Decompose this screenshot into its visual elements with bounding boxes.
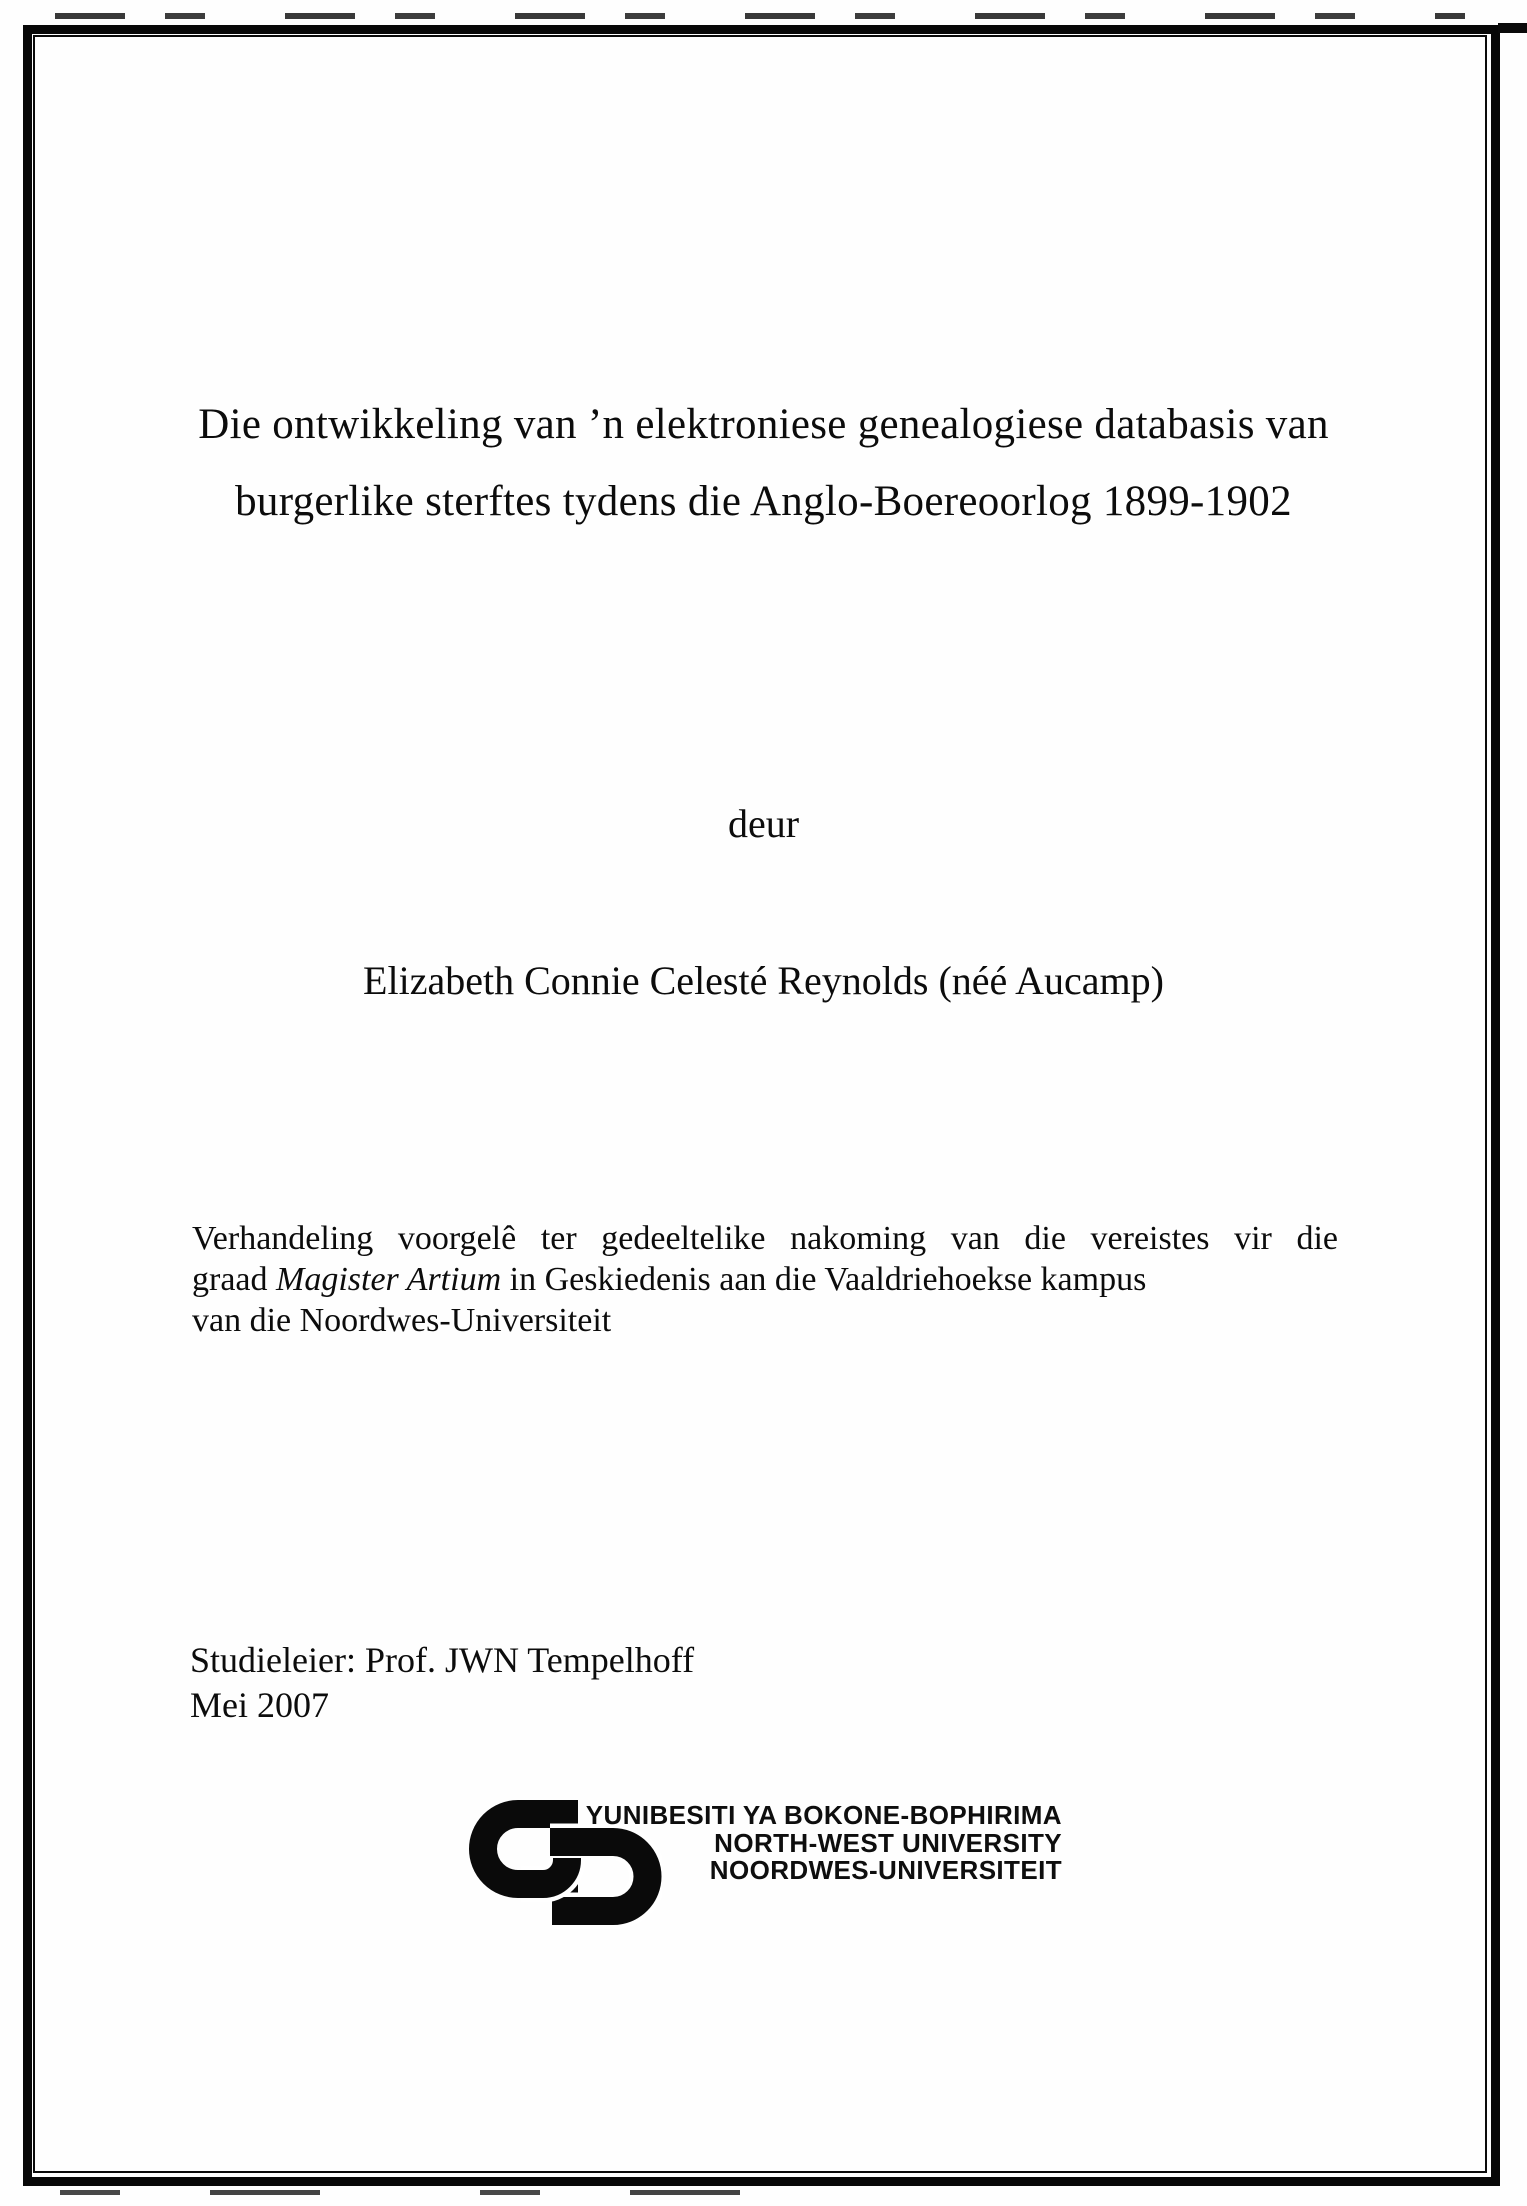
supervisor-line: Studieleier: Prof. JWN Tempelhoff (190, 1640, 695, 1680)
university-logo-text (586, 1802, 1062, 1885)
degree-name-italic: Magister Artium (276, 1261, 502, 1298)
logo-text-setswana: YUNIBESITI YA BOKONE-BOPHIRIMA (585, 1800, 1062, 1830)
degree-statement-line-2-suffix: in Geskiedenis aan die Vaaldriehoekse kampus (501, 1261, 1147, 1298)
scan-artifact-bottom-edge (60, 2190, 840, 2195)
logo-text-afrikaans: NOORDWES-UNIVERSITEIT (709, 1855, 1062, 1885)
thesis-title-line-1: Die ontwikkeling van ’n elektroniese genealogiese databasis van (198, 401, 1329, 448)
university-logo (466, 1798, 1062, 1938)
scan-artifact-top-right (1498, 23, 1527, 33)
byline-deur: deur (727, 801, 800, 846)
degree-statement-line-2 (192, 1259, 1338, 1300)
supervisor-date-block (190, 1638, 694, 1728)
degree-statement-line-3: van die Noordwes-Universiteit (192, 1302, 612, 1339)
thesis-title-line-2: burgerlike sterftes tydens die Anglo-Boereoorlog 1899-1902 (235, 478, 1292, 525)
scan-artifact-top-edge (55, 13, 1465, 19)
degree-statement-line-1: Verhandeling voorgelê ter gedeeltelike nakoming van die vereistes vir die (192, 1220, 1338, 1257)
logo-text-english: NORTH-WEST UNIVERSITY (714, 1827, 1062, 1858)
author-name: Elizabeth Connie Celesté Reynolds (néé Aucamp) (363, 958, 1164, 1003)
degree-statement (192, 1218, 1338, 1341)
degree-statement-line-2-prefix: graad (192, 1261, 277, 1298)
date-line: Mei 2007 (190, 1685, 329, 1725)
